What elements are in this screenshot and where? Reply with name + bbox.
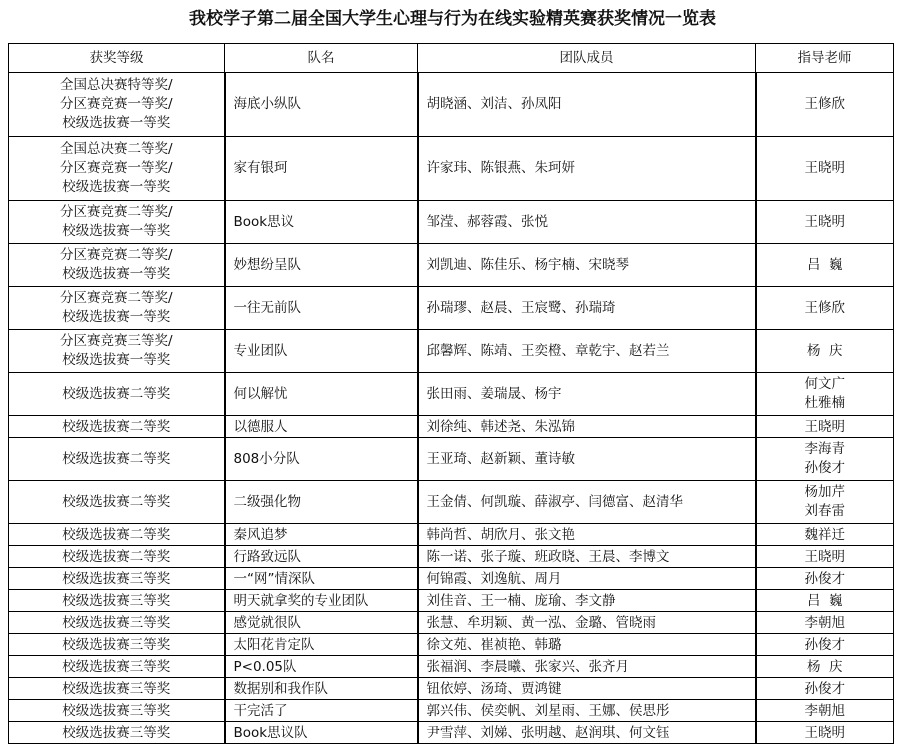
table-row: [9, 73, 894, 137]
team-name-cell: 数据别和我作队: [225, 678, 418, 700]
team-name-cell: Book思议: [225, 201, 418, 244]
table-row: [9, 373, 894, 416]
award-level-cell: [9, 612, 225, 634]
award-level-line: 全国总决赛二等奖/: [59, 141, 173, 157]
header-advisor: 指导老师: [756, 44, 894, 73]
award-level-line: 校级选拔赛二等奖: [62, 493, 171, 510]
advisor-cell: [756, 590, 894, 612]
advisor-name: 孙俊才: [804, 460, 845, 476]
award-level-line: 校级选拔赛三等奖: [62, 680, 171, 697]
table-row: [9, 568, 894, 590]
award-level-cell: [9, 524, 225, 546]
table-row: [9, 546, 894, 568]
table-row: [9, 330, 894, 373]
advisor-name: 王修欣: [804, 96, 845, 112]
award-level-cell: [9, 137, 225, 201]
advisor-cell: [756, 201, 894, 244]
award-level-line: 校级选拔赛三等奖: [62, 570, 171, 587]
award-level-line: 校级选拔赛一等奖: [62, 223, 171, 239]
advisor-name: 李海青: [804, 441, 845, 457]
advisor-cell: [756, 634, 894, 656]
award-level-line: 校级选拔赛二等奖: [62, 526, 171, 543]
award-level-line: 分区赛竞赛二等奖/: [59, 204, 173, 220]
advisor-cell: [756, 73, 894, 137]
award-level-cell: [9, 481, 225, 524]
award-level-line: 分区赛竞赛一等奖/: [59, 96, 173, 112]
award-level-cell: [9, 590, 225, 612]
award-level-line: 分区赛竞赛二等奖/: [59, 290, 173, 306]
header-team-members: 团队成员: [418, 44, 756, 73]
award-level-line: 校级选拔赛一等奖: [62, 179, 171, 195]
award-level-cell: [9, 700, 225, 722]
award-level-line: 分区赛竞赛一等奖/: [59, 160, 173, 176]
award-level-cell: [9, 438, 225, 481]
advisor-name: 孙俊才: [804, 570, 845, 587]
advisor-name: 王晓明: [804, 724, 845, 741]
team-members-cell: 王亚琦、赵新颖、董诗敏: [418, 438, 756, 481]
advisor-name: 孙俊才: [804, 636, 845, 653]
team-name-cell: 秦风追梦: [225, 524, 418, 546]
advisor-cell: [756, 373, 894, 416]
team-name-cell: 一“网”情深队: [225, 568, 418, 590]
team-members-cell: 陈一诺、张子璇、班政晓、王晨、李博文: [418, 546, 756, 568]
advisor-cell: [756, 287, 894, 330]
award-level-line: 校级选拔赛三等奖: [62, 702, 171, 719]
award-level-cell: [9, 634, 225, 656]
award-level-line: 校级选拔赛二等奖: [62, 548, 171, 565]
award-level-cell: [9, 73, 225, 137]
award-level-cell: [9, 287, 225, 330]
award-level-line: 校级选拔赛三等奖: [62, 658, 171, 675]
advisor-name: 杜雅楠: [804, 395, 845, 411]
team-members-cell: 胡晓涵、刘洁、孙凤阳: [418, 73, 756, 137]
table-header-row: [9, 44, 894, 73]
award-level-line: 分区赛竞赛二等奖/: [59, 247, 173, 263]
award-level-cell: [9, 568, 225, 590]
advisor-name: 孙俊才: [804, 680, 845, 697]
table-row: [9, 612, 894, 634]
team-name-cell: P<0.05队: [225, 656, 418, 678]
team-members-cell: 钮依婷、汤琦、贾鸿键: [418, 678, 756, 700]
award-level-line: 校级选拔赛三等奖: [62, 614, 171, 631]
document-title: 我校学子第二届全国大学生心理与行为在线实验精英赛获奖情况一览表: [189, 9, 716, 29]
team-members-cell: 徐文苑、崔祯艳、韩璐: [418, 634, 756, 656]
team-members-cell: 邱馨辉、陈靖、王奕橙、章乾宇、赵若兰: [418, 330, 756, 373]
table-row: [9, 656, 894, 678]
advisor-cell: [756, 546, 894, 568]
award-level-line: 校级选拔赛三等奖: [62, 724, 171, 741]
team-members-cell: 刘徐纯、韩述尧、朱泓锦: [418, 416, 756, 438]
advisor-name: 杨 庆: [806, 342, 843, 359]
award-level-line: 校级选拔赛三等奖: [62, 636, 171, 653]
award-level-line: 校级选拔赛三等奖: [62, 592, 171, 609]
team-members-cell: 王金倩、何凯璇、薛淑亭、闫德富、赵清华: [418, 481, 756, 524]
table-body: [9, 73, 894, 744]
award-level-cell: [9, 722, 225, 744]
advisor-cell: [756, 416, 894, 438]
table-row: [9, 634, 894, 656]
award-level-cell: [9, 330, 225, 373]
advisor-cell: [756, 612, 894, 634]
team-name-cell: Book思议队: [225, 722, 418, 744]
team-members-cell: 何锦霞、刘逸航、周月: [418, 568, 756, 590]
table-row: [9, 287, 894, 330]
table-row: [9, 590, 894, 612]
team-name-cell: 干完活了: [225, 700, 418, 722]
award-level-line: 校级选拔赛一等奖: [62, 115, 171, 131]
advisor-name: 吕 巍: [806, 256, 843, 273]
table-row: [9, 678, 894, 700]
team-name-cell: 行路致远队: [225, 546, 418, 568]
table-row: [9, 481, 894, 524]
advisor-cell: [756, 524, 894, 546]
award-level-cell: [9, 656, 225, 678]
award-level-line: 校级选拔赛二等奖: [62, 418, 171, 435]
advisor-name: 李朝旭: [804, 702, 845, 719]
team-members-cell: 刘凯迪、陈佳乐、杨宇楠、宋晓琴: [418, 244, 756, 287]
award-level-cell: [9, 201, 225, 244]
award-level-cell: [9, 373, 225, 416]
award-level-line: 分区赛竞赛三等奖/: [59, 333, 173, 349]
award-level-cell: [9, 416, 225, 438]
table-row: [9, 722, 894, 744]
team-name-cell: 感觉就很队: [225, 612, 418, 634]
advisor-name: 王修欣: [804, 299, 845, 316]
table-row: [9, 524, 894, 546]
advisor-cell: [756, 330, 894, 373]
team-name-cell: 海底小纵队: [225, 73, 418, 137]
advisor-cell: [756, 438, 894, 481]
advisor-cell: [756, 137, 894, 201]
advisor-name: 杨加芹: [804, 484, 845, 500]
advisor-cell: [756, 481, 894, 524]
advisor-name: 刘春雷: [804, 503, 845, 519]
advisor-cell: [756, 244, 894, 287]
award-level-cell: [9, 678, 225, 700]
table-row: [9, 438, 894, 481]
award-level-line: 全国总决赛特等奖/: [59, 77, 173, 93]
team-name-cell: 808小分队: [225, 438, 418, 481]
advisor-name: 王晓明: [804, 418, 845, 435]
advisor-name: 杨 庆: [806, 658, 843, 675]
header-team-name: 队名: [225, 44, 418, 73]
team-members-cell: 韩尚哲、胡欣月、张文艳: [418, 524, 756, 546]
advisor-name: 吕 巍: [806, 592, 843, 609]
team-members-cell: 孙瑞璆、赵晨、王宸鹭、孙瑞琦: [418, 287, 756, 330]
header-award-level: 获奖等级: [9, 44, 225, 73]
team-name-cell: 太阳花肯定队: [225, 634, 418, 656]
team-members-cell: 张慧、牟玥颖、黄一泓、金璐、管晓雨: [418, 612, 756, 634]
advisor-cell: [756, 700, 894, 722]
team-name-cell: 以德服人: [225, 416, 418, 438]
team-name-cell: 妙想纷呈队: [225, 244, 418, 287]
team-name-cell: 专业团队: [225, 330, 418, 373]
award-level-line: 校级选拔赛二等奖: [62, 385, 171, 402]
team-members-cell: 张福润、李晨曦、张家兴、张齐月: [418, 656, 756, 678]
advisor-name: 李朝旭: [804, 614, 845, 631]
advisor-name: 王晓明: [804, 548, 845, 565]
award-level-line: 校级选拔赛一等奖: [62, 352, 171, 368]
table-row: [9, 244, 894, 287]
award-level-line: 校级选拔赛一等奖: [62, 309, 171, 325]
award-level-line: 校级选拔赛一等奖: [62, 266, 171, 282]
team-name-cell: 明天就拿奖的专业团队: [225, 590, 418, 612]
team-members-cell: 郭兴伟、侯奕帆、刘星雨、王娜、侯思彤: [418, 700, 756, 722]
award-level-cell: [9, 546, 225, 568]
table-row: [9, 201, 894, 244]
advisor-name: 王晓明: [804, 213, 845, 230]
team-name-cell: 一往无前队: [225, 287, 418, 330]
advisor-name: 何文广: [804, 376, 845, 392]
team-name-cell: 二级强化物: [225, 481, 418, 524]
advisor-cell: [756, 568, 894, 590]
advisor-cell: [756, 656, 894, 678]
team-members-cell: 刘佳音、王一楠、庞瑜、李文静: [418, 590, 756, 612]
table-row: [9, 416, 894, 438]
advisor-cell: [756, 678, 894, 700]
team-members-cell: 张田雨、姜瑞晟、杨宇: [418, 373, 756, 416]
awards-table: [8, 43, 894, 744]
team-members-cell: 尹雪萍、刘娣、张明越、赵润琪、何文钰: [418, 722, 756, 744]
table-row: [9, 700, 894, 722]
team-name-cell: 家有银珂: [225, 137, 418, 201]
team-members-cell: 许家玮、陈银燕、朱珂妍: [418, 137, 756, 201]
award-level-line: 校级选拔赛二等奖: [62, 450, 171, 467]
table-row: [9, 137, 894, 201]
advisor-name: 魏祥迁: [804, 526, 845, 543]
team-name-cell: 何以解忧: [225, 373, 418, 416]
team-members-cell: 邹滢、郝蓉霞、张悦: [418, 201, 756, 244]
award-level-cell: [9, 244, 225, 287]
advisor-name: 王晓明: [804, 160, 845, 176]
advisor-cell: [756, 722, 894, 744]
